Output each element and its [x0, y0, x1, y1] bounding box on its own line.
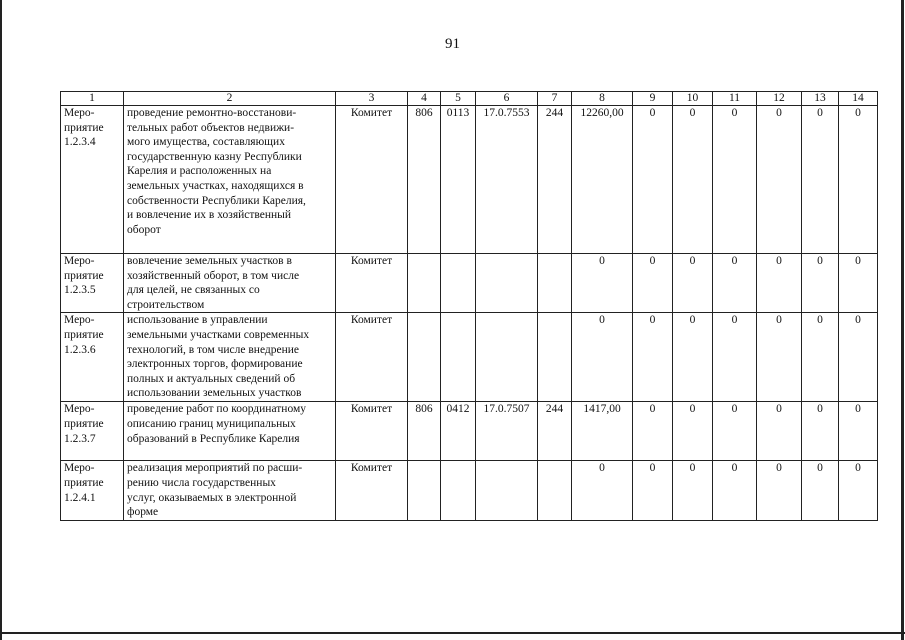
scan-border-bottom — [0, 632, 905, 634]
cell-col-6: 17.0.7507 — [476, 402, 538, 461]
cell-col-7: 244 — [538, 402, 572, 461]
cell-col-5: 0412 — [441, 402, 476, 461]
cell-col-11: 0 — [713, 461, 757, 521]
cell-col-13: 0 — [802, 461, 839, 521]
cell-col-8: 1417,00 — [572, 402, 633, 461]
event-description-cell: реализация мероприятий по расши- рению числа государственных услуг, оказываемых в электронной форме — [124, 461, 336, 521]
data-table — [60, 91, 878, 521]
cell-col-7 — [538, 461, 572, 521]
header-cell: 14 — [839, 92, 878, 106]
header-cell: 9 — [633, 92, 673, 106]
cell-col-9: 0 — [633, 313, 673, 402]
event-description-cell: вовлечение земельных участков в хозяйственный оборот, в том числе для целей, не связанных со строительством — [124, 254, 336, 313]
header-cell: 3 — [336, 92, 408, 106]
cell-col-10: 0 — [673, 254, 713, 313]
cell-col-10: 0 — [673, 313, 713, 402]
header-cell: 6 — [476, 92, 538, 106]
table-row — [61, 461, 878, 521]
cell-col-11: 0 — [713, 254, 757, 313]
header-cell: 10 — [673, 92, 713, 106]
executor-cell: Комитет — [336, 461, 408, 521]
cell-col-7 — [538, 254, 572, 313]
cell-col-5 — [441, 461, 476, 521]
header-cell: 1 — [61, 92, 124, 106]
cell-col-7 — [538, 313, 572, 402]
cell-col-7: 244 — [538, 106, 572, 254]
cell-col-8: 12260,00 — [572, 106, 633, 254]
header-cell: 2 — [124, 92, 336, 106]
cell-col-10: 0 — [673, 106, 713, 254]
scan-border-right — [901, 0, 904, 640]
cell-col-8: 0 — [572, 461, 633, 521]
cell-col-9: 0 — [633, 402, 673, 461]
cell-col-9: 0 — [633, 254, 673, 313]
event-code-cell: Меро- приятие 1.2.3.6 — [61, 313, 124, 402]
header-cell: 13 — [802, 92, 839, 106]
cell-col-14: 0 — [839, 461, 878, 521]
cell-col-13: 0 — [802, 106, 839, 254]
cell-col-8: 0 — [572, 254, 633, 313]
header-cell: 11 — [713, 92, 757, 106]
cell-col-4: 806 — [408, 402, 441, 461]
cell-col-4 — [408, 461, 441, 521]
event-description-cell: использование в управлении земельными участками современных технологий, в том числе внедрение электронных торгов, формирование полных и актуальных сведений об использовании земельных участков — [124, 313, 336, 402]
cell-col-9: 0 — [633, 106, 673, 254]
event-description-cell: проведение работ по координатному описанию границ муниципальных образований в Республике Карелия — [124, 402, 336, 461]
header-cell: 8 — [572, 92, 633, 106]
cell-col-6: 17.0.7553 — [476, 106, 538, 254]
header-cell: 12 — [757, 92, 802, 106]
cell-col-6 — [476, 461, 538, 521]
executor-cell: Комитет — [336, 106, 408, 254]
event-code-cell: Меро- приятие 1.2.3.7 — [61, 402, 124, 461]
table-row — [61, 254, 878, 313]
cell-col-13: 0 — [802, 254, 839, 313]
cell-col-8: 0 — [572, 313, 633, 402]
event-description-cell: проведение ремонтно-восстанови- тельных работ объектов недвижи- мого имущества, составляющих государственную казну Республики Карелия и расположенных на земельных участках, находящихся в собственности Республики Карелия, и вовлечение их в хозяйственный оборот — [124, 106, 336, 254]
cell-col-6 — [476, 254, 538, 313]
header-cell: 4 — [408, 92, 441, 106]
cell-col-4: 806 — [408, 106, 441, 254]
cell-col-11: 0 — [713, 106, 757, 254]
cell-col-5: 0113 — [441, 106, 476, 254]
header-cell: 5 — [441, 92, 476, 106]
cell-col-14: 0 — [839, 106, 878, 254]
event-code-cell: Меро- приятие 1.2.3.4 — [61, 106, 124, 254]
cell-col-5 — [441, 313, 476, 402]
cell-col-14: 0 — [839, 254, 878, 313]
executor-cell: Комитет — [336, 313, 408, 402]
cell-col-12: 0 — [757, 402, 802, 461]
executor-cell: Комитет — [336, 402, 408, 461]
cell-col-4 — [408, 254, 441, 313]
table-row — [61, 106, 878, 254]
scan-border-left — [0, 0, 2, 640]
header-row — [61, 92, 878, 106]
cell-col-14: 0 — [839, 313, 878, 402]
cell-col-12: 0 — [757, 254, 802, 313]
cell-col-9: 0 — [633, 461, 673, 521]
table-row — [61, 313, 878, 402]
cell-col-14: 0 — [839, 402, 878, 461]
event-code-cell: Меро- приятие 1.2.3.5 — [61, 254, 124, 313]
table-row — [61, 402, 878, 461]
cell-col-6 — [476, 313, 538, 402]
cell-col-5 — [441, 254, 476, 313]
event-code-cell: Меро- приятие 1.2.4.1 — [61, 461, 124, 521]
cell-col-12: 0 — [757, 106, 802, 254]
header-cell: 7 — [538, 92, 572, 106]
cell-col-12: 0 — [757, 461, 802, 521]
cell-col-12: 0 — [757, 313, 802, 402]
cell-col-11: 0 — [713, 402, 757, 461]
cell-col-10: 0 — [673, 461, 713, 521]
cell-col-13: 0 — [802, 313, 839, 402]
cell-col-13: 0 — [802, 402, 839, 461]
executor-cell: Комитет — [336, 254, 408, 313]
cell-col-11: 0 — [713, 313, 757, 402]
cell-col-10: 0 — [673, 402, 713, 461]
cell-col-4 — [408, 313, 441, 402]
page-number: 91 — [445, 36, 460, 52]
